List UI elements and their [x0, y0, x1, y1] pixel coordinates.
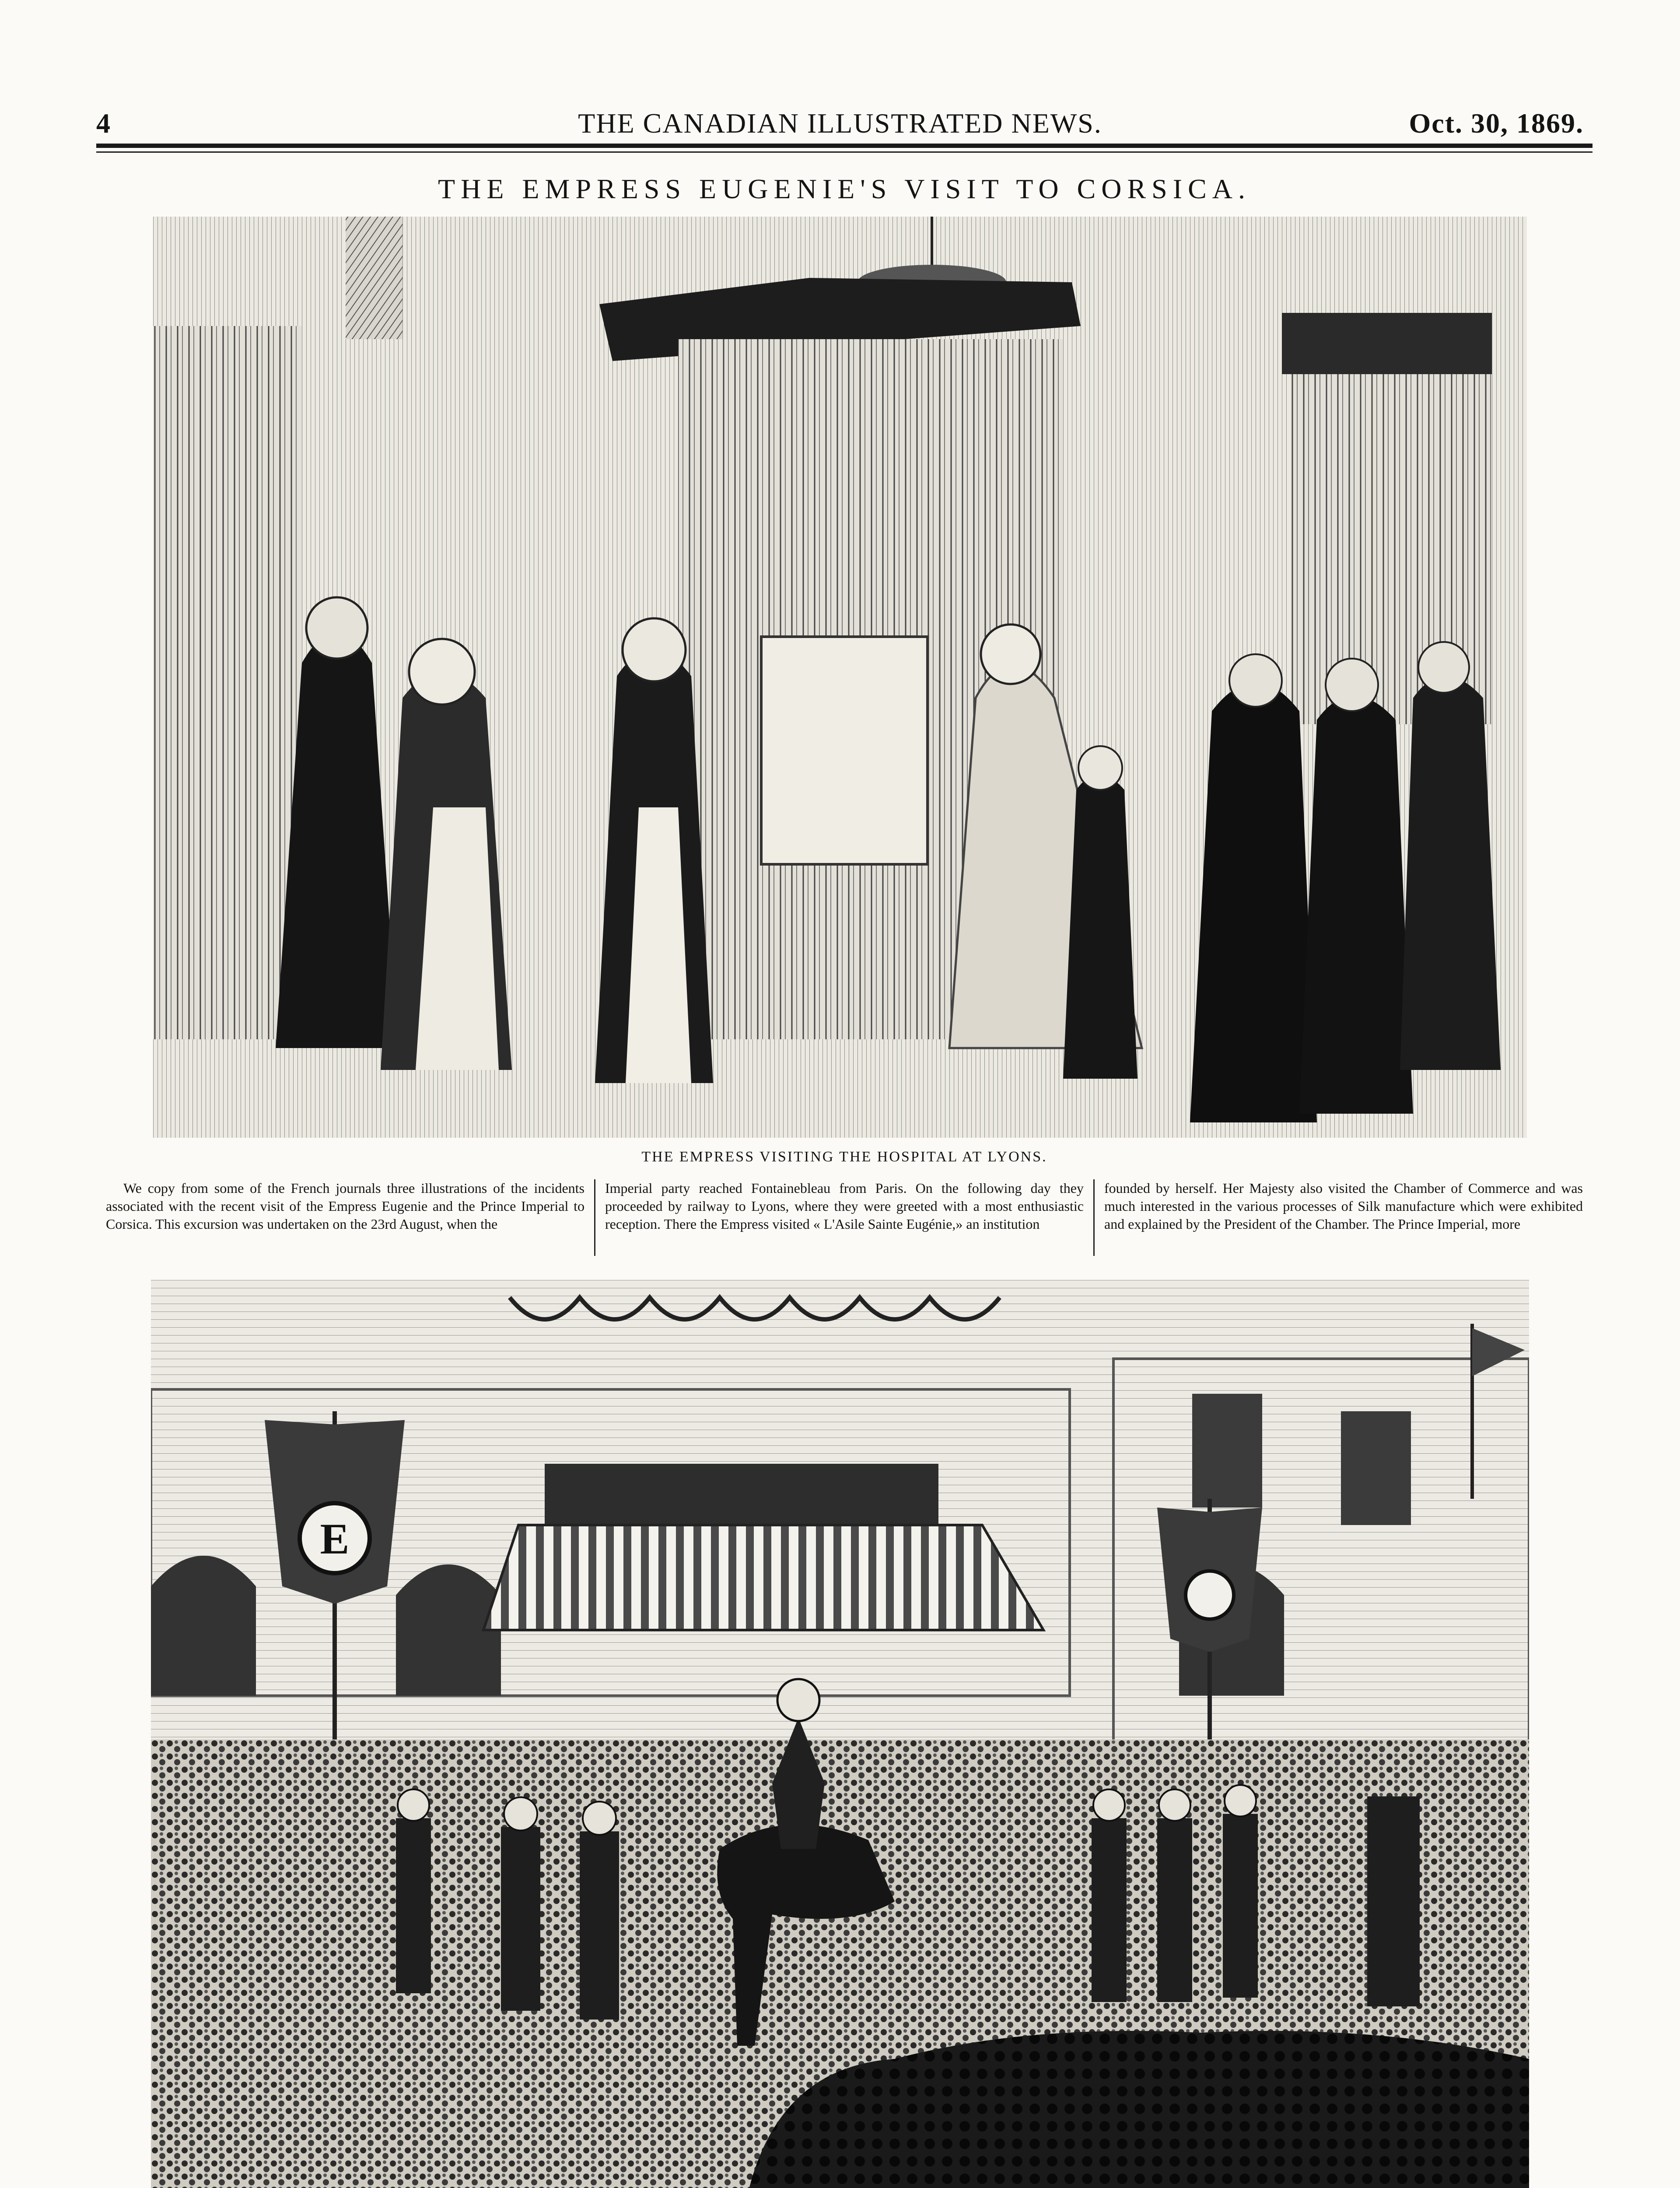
- hospital-engraving: [153, 217, 1527, 1138]
- masthead: [96, 107, 1584, 147]
- page-number: 4: [96, 108, 111, 139]
- article-text: Imperial party reached Fontainebleau from Paris. On the following day they proceeded by railway to Lyons, where they were greeted with a most enthusiastic reception. There the Empress visited « L'Asile Sainte Eugénie,» an institution: [605, 1180, 1084, 1232]
- article-column: [594, 1179, 1093, 1256]
- newspaper-title: THE CANADIAN ILLUSTRATED NEWS.: [578, 108, 1102, 139]
- masthead-rule-thin: [96, 151, 1592, 153]
- article-text: We copy from some of the French journals three illustrations of the incidents associated with the recent visit of the Empress Eugenie and the Prince Imperial to Corsica. This excursion was undertaken on the 23rd August, when the: [106, 1180, 584, 1232]
- article-text: founded by herself. Her Majesty also visited the Chamber of Commerce and was much interested in the various processes of Silk manufacture which were exhibited and explained by the President of the Chamber. The Prince Imperial, more: [1104, 1180, 1583, 1232]
- bastia-review-engraving: [151, 1280, 1529, 2188]
- article-column: [1093, 1179, 1592, 1256]
- issue-date: Oct. 30, 1869.: [1409, 108, 1584, 139]
- hospital-caption: THE EMPRESS VISITING THE HOSPITAL AT LYONS.: [641, 1149, 1047, 1165]
- article: [96, 1179, 1592, 1256]
- section-title: THE EMPRESS EUGENIE'S VISIT TO CORSICA.: [438, 173, 1251, 204]
- masthead-rule: [96, 144, 1592, 148]
- banner-letter: E: [320, 1515, 350, 1563]
- article-column: [96, 1179, 594, 1256]
